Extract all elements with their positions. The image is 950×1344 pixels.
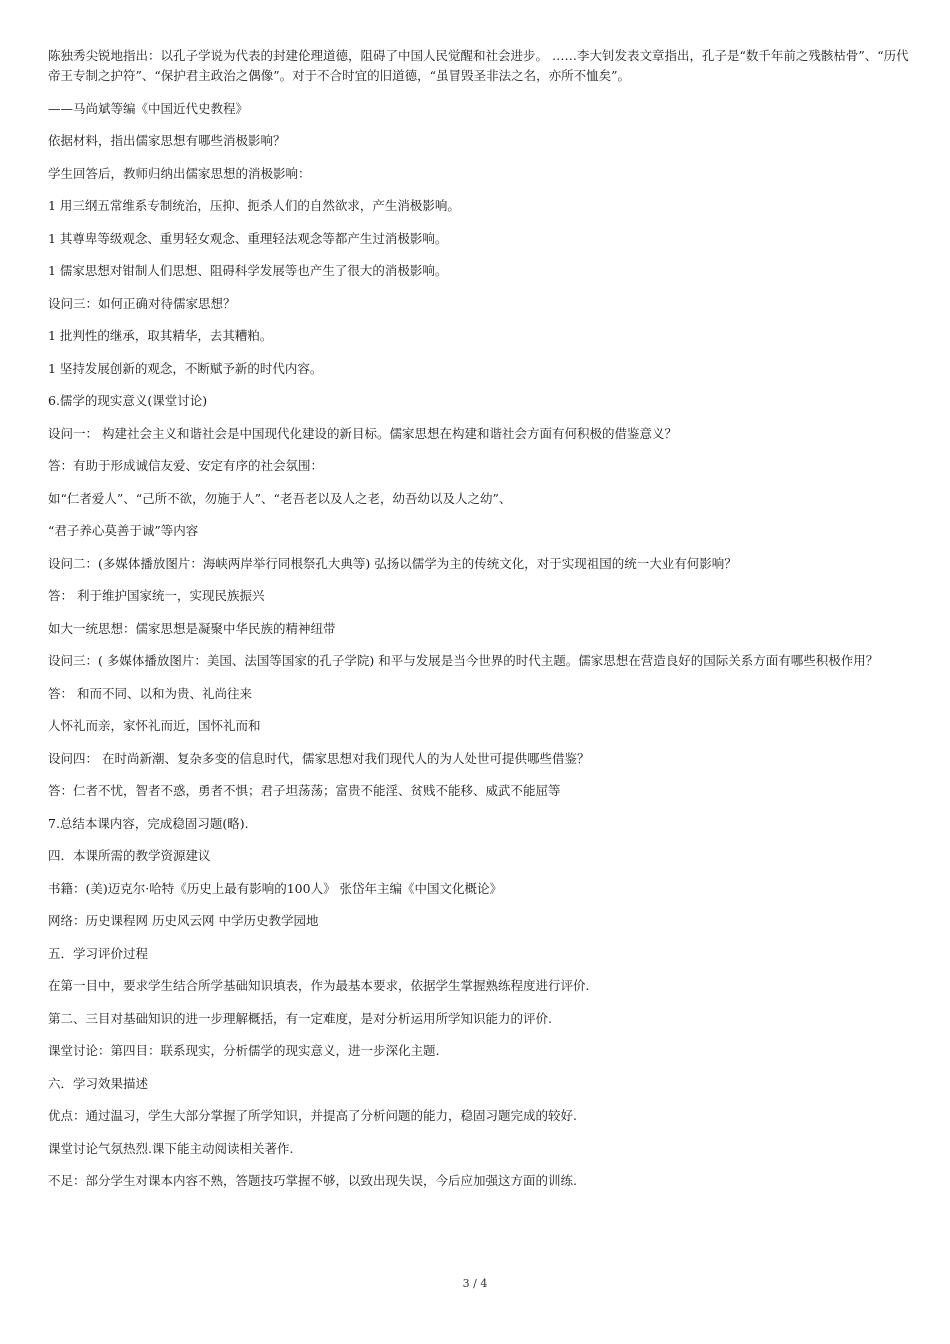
paragraph-33: 优点：通过温习，学生大部分掌握了所学知识，并提高了分析问题的能力，稳固习题完成的较好.: [48, 1108, 577, 1123]
paragraph-14: 如“仁者爱人”、“己所不欲，勿施于人”、“老吾老以及人之老，幼吾幼以及人之幼”、: [48, 490, 512, 506]
paragraph-21: 人怀礼而亲，家怀礼而近，国怀礼而和: [48, 718, 261, 733]
paragraph-11: 6.儒学的现实意义(课堂讨论): [48, 393, 208, 408]
paragraph-20: 答： 和而不同、以和为贵、礼尚往来: [48, 685, 252, 701]
paragraph-3: 依据材料，指出儒家思想有哪些消极影响？: [48, 133, 286, 148]
paragraph-4: 学生回答后，教师归纳出儒家思想的消极影响：: [48, 165, 311, 181]
paragraph-23: 答：仁者不忧，智者不惑，勇者不惧；君子坦荡荡；富贵不能淫、贫贱不能移、威武不能屈等: [48, 783, 561, 798]
paragraph-8: 设问三：如何正确对待儒家思想？: [48, 295, 236, 311]
paragraph-10: 1 坚持发展创新的观念，不断赋予新的时代内容。: [48, 360, 323, 376]
paragraph-26: 书籍：(美)迈克尔·哈特《历史上最有影响的100人》 张岱年主编《中国文化概论》: [48, 880, 503, 896]
paragraph-31: 课堂讨论：第四目：联系现实，分析儒学的现实意义，进一步深化主题.: [48, 1043, 440, 1058]
paragraph-30: 第二、三目对基础知识的进一步理解概括，有一定难度，是对分析运用所学知识能力的评价.: [48, 1010, 552, 1026]
paragraph-22: 设问四： 在时尚新潮、复杂多变的信息时代，儒家思想对我们现代人的为人处世可提供哪些借鉴？: [48, 750, 590, 766]
paragraph-9: 1 批判性的继承，取其精华，去其糟粕。: [48, 328, 273, 343]
paragraph-35: 不足：部分学生对课本内容不熟，答题技巧掌握不够，以致出现失误，今后应加强这方面的训练.: [48, 1173, 577, 1188]
paragraph-32: 六．学习效果描述: [48, 1075, 149, 1091]
paragraph-6: 1 其尊卑等级观念、重男轻女观念、重理轻法观念等都产生过消极影响。: [48, 230, 448, 246]
page-number: 3 / 4: [462, 1277, 488, 1290]
paragraph-7: 1 儒家思想对钳制人们思想、阻碍科学发展等也产生了很大的消极影响。: [48, 263, 448, 278]
document-body: [48, 46, 910, 1204]
paragraph-25: 四．本课所需的教学资源建议: [48, 848, 211, 863]
paragraph-29: 在第一目中，要求学生结合所学基础知识填表，作为最基本要求，依据学生掌握熟练程度进行评价.: [48, 978, 590, 993]
paragraph-5: 1 用三纲五常维系专制统治，压抑、扼杀人们的自然欲求，产生消极影响。: [48, 198, 460, 213]
paragraph-28: 五．学习评价过程: [48, 945, 149, 961]
paragraph-34: 课堂讨论气氛热烈.课下能主动阅读相关著作.: [48, 1140, 294, 1156]
paragraph-12: 设问一： 构建社会主义和谐社会是中国现代化建设的新目标。儒家思想在构建和谐社会方面有何积极的借鉴意义？: [48, 425, 677, 441]
paragraph-1: 陈独秀尖锐地指出：以孔子学说为代表的封建伦理道德，阻碍了中国人民觉醒和社会进步。 ……李大钊发表文章指出，孔子是“数千年前之残骸枯骨”、“历代帝王专制之护符”、“保护君主政治之偶像”。对于不合时宜的旧道德，“虽冒毁圣非法之名，亦所不恤矣”。: [48, 48, 909, 83]
paragraph-13: 答：有助于形成诚信友爱、安定有序的社会氛围：: [48, 458, 324, 473]
paragraph-15: “君子养心莫善于诚”等内容: [48, 523, 199, 538]
paragraph-16: 设问二：(多媒体播放图片：海峡两岸举行同根祭孔大典等) 弘扬以儒学为主的传统文化，对于实现祖国的统一大业有何影响？: [48, 555, 737, 571]
paragraph-18: 如大一统思想：儒家思想是凝聚中华民族的精神纽带: [48, 620, 336, 636]
paragraph-24: 7.总结本课内容，完成稳固习题(略).: [48, 815, 249, 831]
paragraph-2: ——马尚斌等编《中国近代史教程》: [48, 100, 249, 116]
paragraph-17: 答： 利于维护国家统一，实现民族振兴: [48, 588, 265, 603]
paragraph-27: 网络：历史课程网 历史风云网 中学历史教学园地: [48, 913, 319, 928]
paragraph-19: 设问三：( 多媒体播放图片：美国、法国等国家的孔子学院) 和平与发展是当今世界的时代主题。儒家思想在营造良好的国际关系方面有哪些积极作用？: [48, 653, 879, 668]
